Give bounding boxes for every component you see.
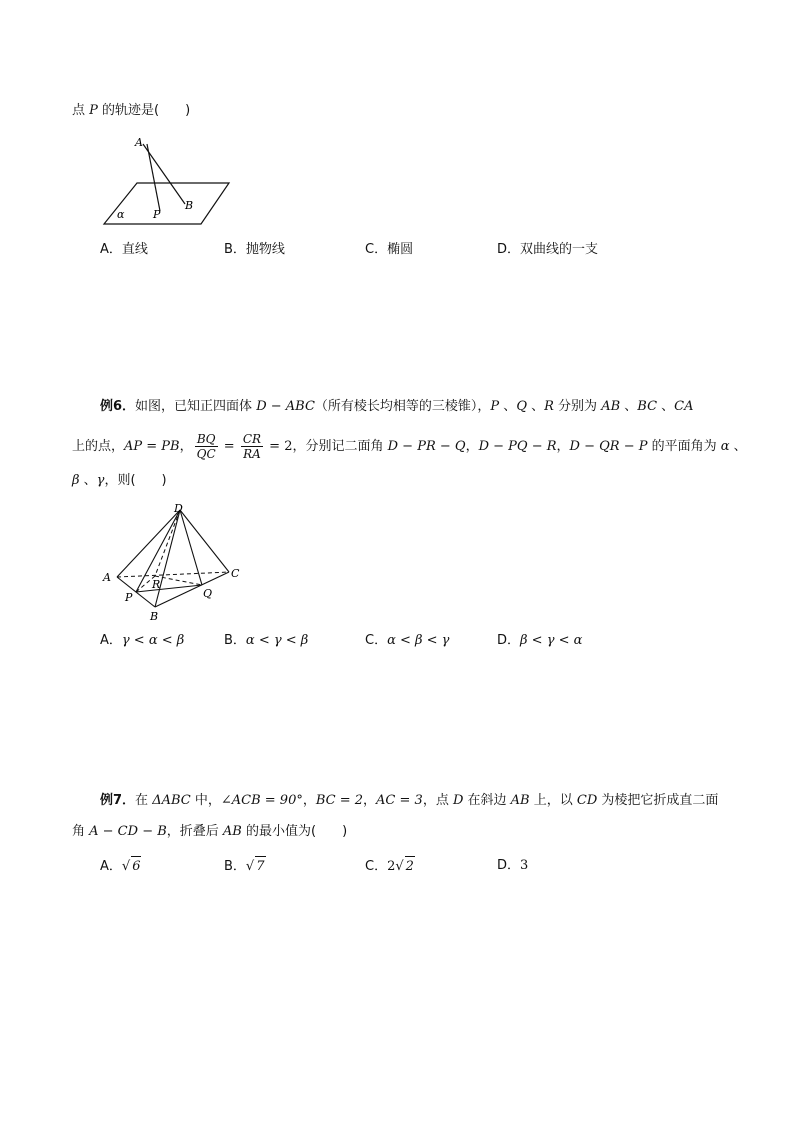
option-letter: A． <box>100 859 122 874</box>
option-radicand: 2 <box>405 856 415 877</box>
q5-text: 点 <box>72 103 90 118</box>
option-letter: B． <box>224 859 246 874</box>
frac-num: BQ <box>195 432 218 447</box>
q6-option-c[interactable] <box>365 631 449 651</box>
q6-text: 、 <box>499 399 517 414</box>
option-letter: B． <box>224 633 246 648</box>
q7-text: 在斜边 <box>463 793 511 808</box>
q5-label-a: A <box>135 136 143 149</box>
q5-option-b[interactable]: B．抛物线 <box>224 242 285 257</box>
q7-math: AC = 3 <box>376 793 423 808</box>
q6-text: 、 <box>729 439 747 454</box>
q6-math: D − PQ − R <box>478 439 557 454</box>
q7-math: ∠ACB = 90° <box>220 793 303 808</box>
q7-math: A − CD − B <box>89 824 167 839</box>
q7-text: ，折叠后 <box>166 824 223 839</box>
option-letter: D． <box>497 633 521 648</box>
q6-stem-line2 <box>72 430 747 464</box>
q7-text: ， <box>302 793 316 808</box>
q6-text: ， <box>179 439 193 454</box>
q7-math: BC = 2 <box>315 793 364 808</box>
q5-var-p: P <box>89 103 98 118</box>
q5-option-d[interactable]: D．双曲线的一支 <box>497 242 599 257</box>
q6-text: （所有棱长均相等的三棱锥）， <box>314 399 491 414</box>
option-coef: 3 <box>520 858 529 873</box>
q7-text: ， <box>363 793 377 808</box>
q7-text: 的最小值为( ) <box>241 824 348 839</box>
q7-text: 中， <box>190 793 221 808</box>
q6-text: ，则( ) <box>104 473 167 488</box>
q6-text: 、 <box>79 473 97 488</box>
q5-option-a[interactable]: A．直线 <box>100 242 148 257</box>
option-expr: γ < α < β <box>121 633 185 648</box>
q7-math: AB <box>222 824 242 839</box>
q6-stem-line1 <box>100 397 694 417</box>
option-coef: 2 <box>387 859 396 874</box>
q6-math: Q <box>516 399 527 414</box>
q6-stem-line3 <box>72 471 167 491</box>
option-radicand: 7 <box>255 856 265 877</box>
q7-option-c[interactable] <box>365 856 415 877</box>
q5-figure-plane <box>95 132 245 230</box>
q7-text: 角 <box>72 824 90 839</box>
option-letter: A． <box>100 633 122 648</box>
q6-math: CA <box>674 399 694 414</box>
q6-text: 、 <box>526 399 545 414</box>
q6-text: 、 <box>657 399 675 414</box>
q5-stem-tail <box>72 101 190 121</box>
option-expr: α < β < γ <box>387 633 450 648</box>
q6-text: 的平面角为 <box>647 439 721 454</box>
q6-math: AP = PB <box>124 439 180 454</box>
q7-option-d[interactable] <box>497 856 528 876</box>
q6-text: ， <box>465 439 479 454</box>
q6-text: 、 <box>620 399 638 414</box>
option-letter: D． <box>497 858 521 873</box>
q7-text: ，点 <box>422 793 453 808</box>
q7-option-b[interactable] <box>224 856 266 877</box>
q6-fraction-bq-qc <box>195 432 218 461</box>
q5-label-b: B <box>185 199 194 212</box>
q6-label-q: Q <box>203 587 213 600</box>
q7-math: CD <box>576 793 598 808</box>
q6-math: α <box>720 439 730 454</box>
q7-text: 为棱把它折成直二面 <box>597 793 719 808</box>
q6-text: 如图，已知正四面体 <box>135 399 257 414</box>
q6-figure-tetrahedron <box>98 500 258 625</box>
q7-math: D <box>452 793 464 808</box>
q6-option-b[interactable] <box>224 631 308 651</box>
q6-math: = <box>219 439 239 454</box>
q7-text: 上，以 <box>529 793 577 808</box>
frac-num: CR <box>242 432 262 446</box>
q6-text: 上的点， <box>72 439 125 454</box>
q6-option-a[interactable] <box>100 631 184 651</box>
sqrt-sign: √ <box>121 859 131 874</box>
q7-stem-line1 <box>100 791 718 811</box>
q6-math: AB <box>601 399 621 414</box>
q6-math: P <box>490 399 500 414</box>
q6-label-a: A <box>103 571 111 584</box>
frac-den: RA <box>243 447 261 461</box>
option-radicand: 6 <box>131 856 141 877</box>
q6-math: γ <box>96 473 105 488</box>
q6-fraction-cr-ra <box>241 432 263 461</box>
option-letter: C． <box>365 859 388 874</box>
q7-math: ΔABC <box>152 793 191 808</box>
q6-text: 分别为 <box>553 399 602 414</box>
q6-label-r: R <box>152 578 161 591</box>
q6-text: ，分别记二面角 <box>292 439 388 454</box>
q7-math: AB <box>510 793 530 808</box>
option-letter: C． <box>365 633 388 648</box>
q7-option-a[interactable] <box>100 856 141 877</box>
q6-math: BC <box>637 399 658 414</box>
option-expr: β < γ < α <box>520 633 583 648</box>
q6-text: ， <box>556 439 570 454</box>
q6-math: D − ABC <box>256 399 315 414</box>
q7-label: 例7． <box>100 793 136 808</box>
q6-math: R <box>544 399 554 414</box>
q6-option-d[interactable] <box>497 631 582 651</box>
sqrt-sign: √ <box>395 859 404 874</box>
q6-label: 例6． <box>100 399 136 414</box>
q6-math: D − QR − P <box>569 439 648 454</box>
q6-label-p: P <box>125 591 133 604</box>
q7-stem-line2 <box>72 822 347 842</box>
q6-math: β <box>72 473 80 488</box>
q6-math: D − PR − Q <box>387 439 466 454</box>
q5-text: 的轨迹是( ) <box>97 103 191 118</box>
q6-label-b: B <box>150 610 159 623</box>
q6-math: = 2 <box>265 439 293 454</box>
q7-text: 在 <box>135 793 153 808</box>
q6-label-c: C <box>231 567 240 580</box>
q5-label-alpha: α <box>117 208 125 221</box>
q5-label-p: P <box>153 208 161 221</box>
q6-label-d: D <box>174 502 183 515</box>
sqrt-sign: √ <box>245 859 255 874</box>
frac-den: QC <box>196 447 216 461</box>
option-expr: α < γ < β <box>245 633 309 648</box>
q5-option-c[interactable]: C．椭圆 <box>365 242 414 257</box>
